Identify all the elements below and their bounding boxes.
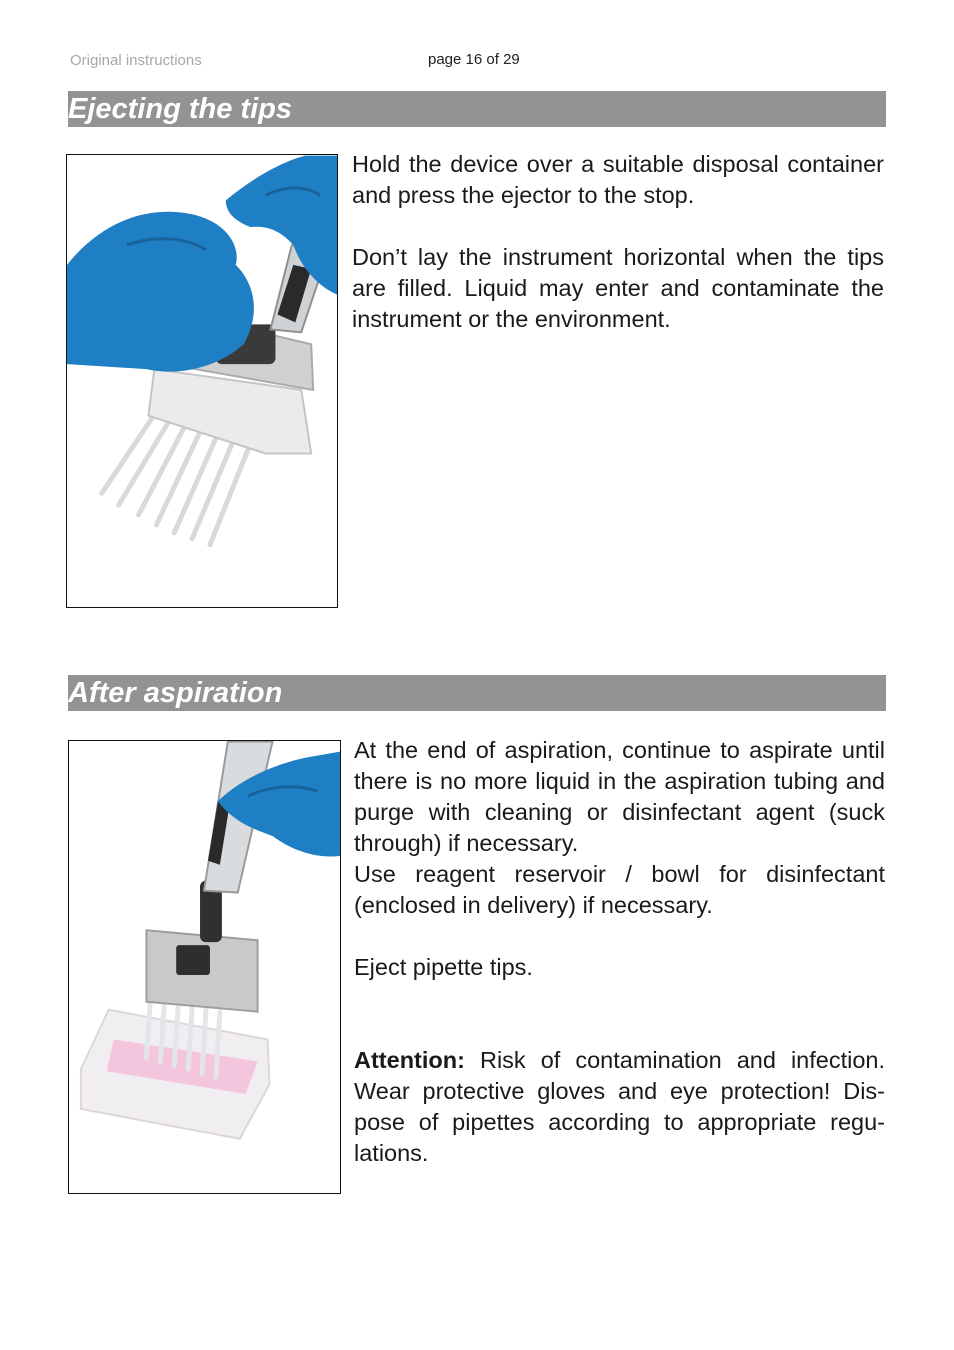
attention-note bbox=[354, 1045, 885, 1169]
section-title: After aspiration bbox=[68, 677, 283, 709]
paragraph: Use reagent reservoir / bowl for disinfectant (enclosed in delivery) if necessary. bbox=[354, 861, 885, 918]
pipette-eject-illustration bbox=[67, 155, 337, 607]
section-body-ejecting bbox=[352, 149, 884, 335]
section-title-bar-ejecting bbox=[68, 91, 886, 127]
section-title: Ejecting the tips bbox=[68, 93, 292, 125]
section-body-after-aspiration bbox=[354, 735, 885, 1169]
paragraph: Eject pipette tips. bbox=[354, 954, 533, 980]
page-indicator: page 16 of 29 bbox=[428, 51, 520, 68]
paragraph: At the end of aspiration, continue to aspirate until there is no more liquid in the aspiration tubing and purge with cleaning or disinfectant agent (suck through) if necessary. bbox=[354, 737, 885, 856]
paragraph: Hold the device over a suitable disposal container and press the ejector to the stop. bbox=[352, 151, 884, 208]
header-label: Original instructions bbox=[70, 52, 202, 69]
photo-ejecting-tips bbox=[66, 154, 338, 608]
paragraph: Don’t lay the instrument horizontal when the tips are filled. Liquid may enter and contaminate the instrument or the environment. bbox=[352, 244, 884, 332]
photo-after-aspiration bbox=[68, 740, 341, 1194]
section-title-bar-after-aspiration bbox=[68, 675, 886, 711]
attention-label: Attention: bbox=[354, 1047, 465, 1073]
attention-text: Risk of contamination and infection. Wear protective gloves and eye protection! Dispose of pipettes according to appropriate regulations. bbox=[354, 1047, 885, 1166]
pipette-reservoir-illustration bbox=[69, 741, 340, 1193]
